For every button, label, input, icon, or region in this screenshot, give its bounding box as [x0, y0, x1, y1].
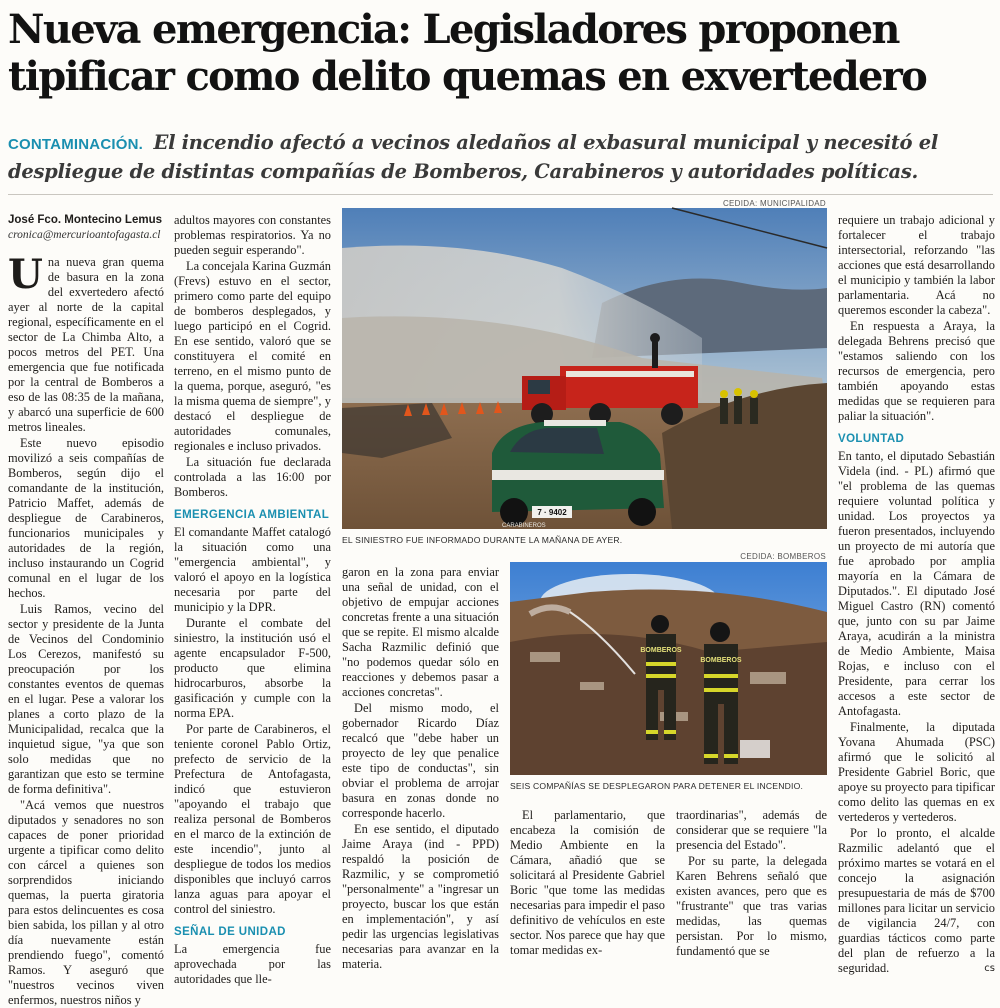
paragraph: Este nuevo episodio movilizó a seis compañías de Bomberos, según dijo el comandante de la institución, Patricio Maffet, además de despliegue de Carabineros, funcionarios municipales y autoridades de la región, incluso instaurando un Cogrid comunal en el lugar de los hechos. — [8, 436, 164, 600]
firefighters-illustration — [510, 562, 827, 775]
paragraph: La concejala Karina Guzmán (Frevs) estuvo en el sector, primero como parte del equipo de bomberos desplegados, y luego participó en el Cogrid. En ese sentido, valoró que se constituyera el comité en terreno, en el mismo punto de la quema, porque, aseguró, "es la misma quema de siempre", y destacó el despliegue de autoridades comunales, regionales e incluso privados. — [174, 259, 331, 453]
headline: Nueva emergencia: Legisladores proponen tipificar como delito quemas en exvertedero — [8, 6, 927, 100]
paragraph: adultos mayores con constantes problemas respiratorios. Ya no pueden seguir esperando". — [174, 213, 331, 257]
column-5 — [676, 808, 827, 958]
column-2 — [174, 213, 331, 986]
paragraph: Por parte de Carabineros, el teniente coronel Pablo Ortiz, prefecto de servicio de la Prefectura de Antofagasta, indicó que estuvieron "apoyando el trabajo que realiza personal de Bomberos en el marco de la extinción de este incendio", junto al despliegue de todos los medios disponibles que incluyó carros lanza aguas para apoyar el control del siniestro. — [174, 722, 331, 916]
photo-bottom — [510, 562, 827, 775]
byline-name: José Fco. Montecino Lemus — [8, 214, 162, 226]
column-4 — [510, 808, 665, 957]
police-car-text: CARABINEROS — [502, 523, 546, 529]
paragraph: En ese sentido, el diputado Jaime Araya (ind - PPD) respaldó la posición de Razmilic, y se comprometió "personalmente" a "ingresar un proyecto, buscar los que están en implementación", y así pedir las urgencias legislativas necesarias para avanzar en la materia. — [342, 822, 499, 971]
subhead — [8, 129, 993, 185]
column-1 — [8, 213, 164, 1007]
paragraph: Por lo pronto, el alcalde Razmilic adelantó que el próximo martes se votará en el concejo la asignación presupuestaria de más de $700 millones para licitar un servicio de vigilancia 24/7, con guardias tácticos como parte del plan de refuerzo a la seguridad. cs — [838, 826, 995, 975]
paragraph: La emergencia fue aprovechada por las autoridades que lle- — [174, 942, 331, 986]
jacket-text-right: BOMBEROS — [700, 657, 742, 664]
photo-caption-bottom: SEIS COMPAÑÍAS SE DESPLEGARON PARA DETENER EL INCENDIO. — [510, 781, 804, 791]
photo-credit-top: CEDIDA: MUNICIPALIDAD — [722, 199, 826, 208]
paragraph: El comandante Maffet catalogó la situación como una "emergencia ambiental", y valoró el apoyo en la logística necesaria por parte del municipio y la DPR. — [174, 525, 331, 614]
paragraph: requiere un trabajo adicional y fortalecer el trabajo intersectorial, reforzando "las acciones que está desarrollando el municipio y también la labor parlamentaria. Acá no queremos esconder la cabeza". — [838, 213, 995, 317]
end-mark-icon: cs — [984, 963, 995, 974]
fire-scene-illustration — [342, 208, 827, 529]
paragraph: Por su parte, la delegada Karen Behrens señaló que existen avances, pero que es "frustrante" que tras varias medidas, las quemas persistan. Por lo mismo, fundamentó que se — [676, 854, 827, 958]
column-3 — [342, 565, 499, 971]
header-rule — [8, 194, 993, 195]
photo-credit-bottom: CEDIDA: BOMBEROS — [740, 552, 826, 561]
paragraph: La situación fue declarada controlada a las 16:00 por Bomberos. — [174, 455, 331, 499]
subhead-kicker: CONTAMINACIÓN. — [8, 136, 144, 153]
police-plate: 7 · 9402 — [537, 508, 567, 517]
firefighters-graphic — [720, 388, 758, 424]
section-title-unidad: SEÑAL DE UNIDAD — [174, 926, 286, 938]
paragraph: En respuesta a Araya, la delegada Behrens precisó que "estamos saliendo con los recursos de emergencia, pero también apoyando estas medidas que se requieren para paliar la situación". — [838, 319, 995, 423]
dropcap: U — [8, 251, 43, 298]
column-6 — [838, 213, 995, 975]
paragraph: Durante el combate del siniestro, la institución usó el agente encapsulador F-500, producto que elimina hidrocarburos, absorbe la gasificación y cumple con la norma EPA. — [174, 616, 331, 720]
paragraph: Del mismo modo, el gobernador Ricardo Díaz recalcó que "debe haber un proyecto de ley que penalice este tipo de conductas", sin obviar el problema de arrojar basura en zonas donde no corresponde hacerlo. — [342, 701, 499, 820]
jacket-text-left: BOMBEROS — [640, 647, 682, 654]
paragraph: Una nueva gran quema de basura en la zona del exvertedero afectó ayer al norte de la capital regional, específicamente en el sector de La Chimba Alto, a pocos metros del PET. Una emergencia que fue notificada por la central de Bomberos a eso de las 08:35 de la mañana, y abarcó una superficie de 600 metros lineales. — [8, 251, 164, 434]
section-title-voluntad: VOLUNTAD — [838, 433, 905, 445]
photo-caption-top: EL SINIESTRO FUE INFORMADO DURANTE LA MAÑANA DE AYER. — [342, 535, 623, 545]
paragraph: Luis Ramos, vecino del sector y presidente de la Junta de Vecinos del Condominio Los Cerezos, manifestó su preocupación por los constantes eventos de quemas en el lugar. Pese a valorar los planes a corto plazo de la Municipalidad, recalca que la inquietud sigue, "ya que son solo medidas que no garantizan que esto se termine de forma definitiva". — [8, 602, 164, 796]
paragraph: garon en la zona para enviar una señal de unidad, con el objetivo de empujar acciones concretas frente a una situación que se repite. El mismo alcalde Sacha Razmilic definió que "no podemos quedar sólo en reacciones y debemos pasar a acciones concretas". — [342, 565, 499, 699]
section-title-emergencia: EMERGENCIA AMBIENTAL — [174, 509, 330, 521]
subhead-text: El incendio afectó a vecinos aledaños al exbasural municipal y necesitó el despliegue de distintas compañías de Bomberos, Carabineros y autoridades políticas. — [8, 131, 938, 183]
paragraph: En tanto, el diputado Sebastián Videla (ind. - PL) afirmó que "el problema de las quemas requiere voluntad política y unidad. Los proyectos ya fueron presentados, incluyendo un proyecto de mi autoría que fue aprobado por amplia mayoría en la Cámara de Diputados.". El diputado José Miguel Castro (RN) comentó que, junto con su par Jaime Araya, acudirán a la ministra de Medio Ambiente, Maisa Rojas, e incluso con el Presidente, para cerrar los accesos a este sector de Antofagasta. — [838, 449, 995, 718]
paragraph: El parlamentario, que encabeza la comisión de Medio Ambiente en la Cámara, añadió que se solicitará al Presidente Gabriel Boric "que tome las medidas necesarias para impedir el paso definitivo de vehículos en este sector. Nos parece que hay que tomar medidas ex- — [510, 808, 665, 957]
byline-email[interactable]: cronica@mercurioantofagasta.cl — [8, 229, 161, 241]
photo-top — [342, 208, 827, 529]
paragraph: Finalmente, la diputada Yovana Ahumada (PSC) afirmó que le solicitó al Presidente Gabriel Boric, que apoye su proyecto para tipificar como delito las quemas en ex vertederos y vertederos. — [838, 720, 995, 824]
paragraph: "Acá vemos que nuestros diputados y senadores no son capaces de poner prioridad urgente a tipificar como delito con cárcel a quienes son sorprendidos iniciando quemas, la puerta giratoria para estos delincuentes es cosa bien sabida, los pillan y al otro día nuevamente están prendiendo fuego", comentó Ramos. Y aseguró que "nuestros vecinos viven enfermos, nuestros niños y — [8, 798, 164, 1007]
paragraph: traordinarias", además de considerar que se requiere "la presencia del Estado". — [676, 808, 827, 852]
